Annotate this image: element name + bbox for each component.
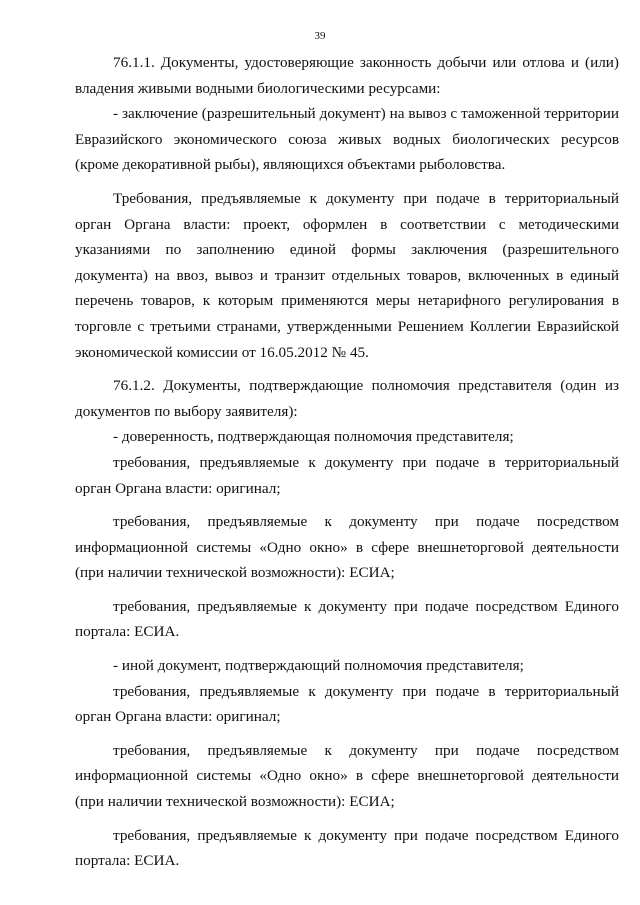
paragraph-requirements-unified-portal-1: требования, предъявляемые к документу при подаче посредством Единого портала: ЕСИА. [75,597,619,641]
list-item-other-document: - иной документ, подтверждающий полномочия представителя; [113,657,524,675]
page-number: 39 [314,30,326,42]
paragraph-76-1-2: 76.1.2. Документы, подтверждающие полномочия представителя (один из документов по выбору заявителя): [75,377,619,420]
document-body [75,50,619,874]
paragraph-requirements-original-1: требования, предъявляемые к документу при подаче в территориальный орган Органа власти: оригинал; [75,453,619,497]
paragraph-requirements-single-window-1: требования, предъявляемые к документу при подаче посредством информационной системы «Одно окно» в сфере внешнеторговой деятельности (при наличии технической возможности): ЕСИА; [75,513,619,582]
paragraph-76-1-1: 76.1.1. Документы, удостоверяющие законность добычи или отлова и (или) владения живыми водными биологическими ресурсами: [75,54,619,97]
paragraph-requirements-territorial-organ: Требования, предъявляемые к документу при подаче в территориальный орган Органа власти: проект, оформлен в соответствии с методическими указаниями по заполнению единой формы заключения (разрешительного документа) на ввоз, вывоз и транзит отдельных товаров, включенных в единый перечень товаров, к которым применяются меры нетарифного регулирования в торговле с третьими странами, утвержденными Решением Коллегии Евразийской экономической комиссии от 16.05.2012 № 45. [75,189,619,361]
list-item-export-conclusion: - заключение (разрешительный документ) на вывоз с таможенной территории Евразийского экономического союза живых водных биологических ресурсов (кроме декоративной рыбы), являющихся объектами рыболовства. [75,105,619,174]
paragraph-requirements-single-window-2: требования, предъявляемые к документу при подаче посредством информационной системы «Одно окно» в сфере внешнеторговой деятельности (при наличии технической возможности): ЕСИА; [75,741,619,811]
list-item-power-of-attorney: - доверенность, подтверждающая полномочия представителя; [113,428,514,446]
paragraph-requirements-original-2: требования, предъявляемые к документу при подаче в территориальный орган Органа власти: оригинал; [75,682,619,726]
paragraph-requirements-unified-portal-2: требования, предъявляемые к документу при подаче посредством Единого портала: ЕСИА. [75,826,619,870]
